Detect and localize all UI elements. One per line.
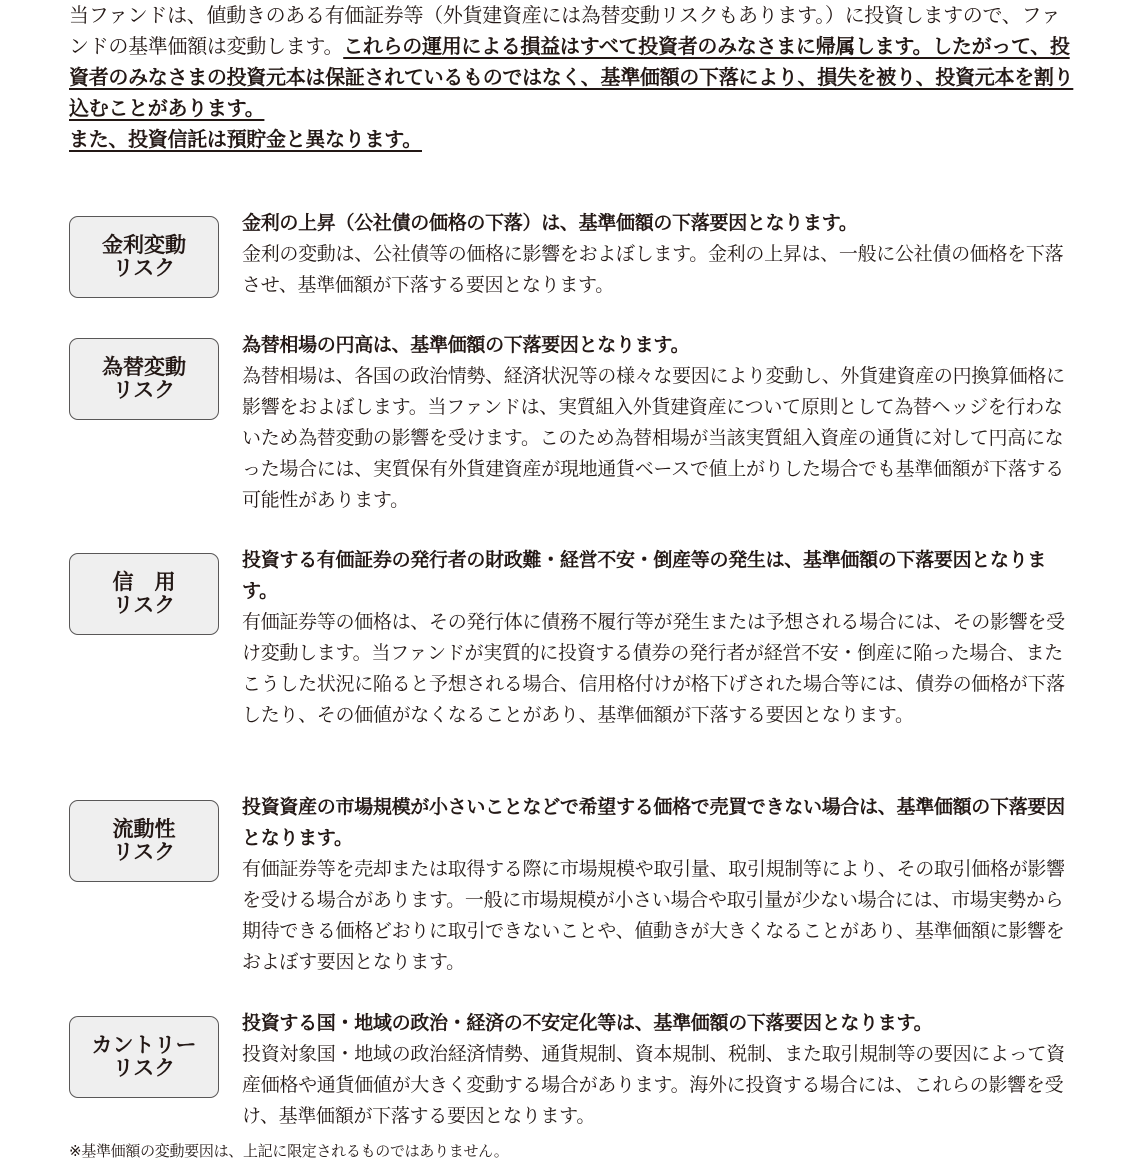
risk-description: 為替相場は、各国の政治情勢、経済状況等の様々な要因により変動し、外貨建資産の円換算価格に影響をおよぼします。当ファンドは、実質組入外貨建資産について原則として為替ヘッジを行わないため為替変動の影響を受けます。このため為替相場が当該実質組入資産の通貨に対して円高になった場合には、実質保有外貨建資産が現地通貨ベースで値上がりした場合でも基準価額が下落する可能性があります。: [242, 365, 1065, 511]
risk-label-line1: 流動性: [112, 817, 176, 841]
risk-label-line2: リスク: [112, 593, 176, 617]
footnote: ※基準価額の変動要因は、上記に限定されるものではありません。: [69, 1142, 509, 1160]
intro-text: [69, 0, 1079, 124]
risk-body-currency: [242, 330, 1072, 516]
risk-body-credit: [242, 545, 1072, 731]
risk-description: 投資対象国・地域の政治経済情勢、通貨規制、資本規制、税制、また取引規制等の要因によって資産価格や通貨価値が大きく変動する場合があります。海外に投資する場合には、これらの影響を受け、基準価額が下落する要因となります。: [242, 1043, 1065, 1127]
risk-heading: 投資する有価証券の発行者の財政難・経営不安・倒産等の発生は、基準価額の下落要因となります。: [242, 549, 1047, 602]
risk-label-liquidity: [69, 800, 219, 882]
risk-label-credit: [69, 553, 219, 635]
risk-label-line2: リスク: [112, 256, 176, 280]
risk-description: 金利の変動は、公社債等の価格に影響をおよぼします。金利の上昇は、一般に公社債の価格を下落させ、基準価額が下落する要因となります。: [242, 243, 1064, 296]
risk-label-line2: リスク: [112, 840, 176, 864]
risk-label-line2: リスク: [112, 1056, 176, 1080]
risk-label-line1: カントリー: [91, 1033, 197, 1057]
risk-label-line1: 為替変動: [102, 355, 186, 379]
risk-label-line1: 信 用: [112, 570, 176, 594]
risk-label-line1: 金利変動: [102, 233, 186, 257]
intro-paragraph: [69, 0, 1079, 155]
risk-label-line2: リスク: [112, 378, 176, 402]
risk-label-country: [69, 1016, 219, 1098]
risk-heading: 投資資産の市場規模が小さいことなどで希望する価格で売買できない場合は、基準価額の下落要因となります。: [242, 796, 1065, 849]
risk-label-interest-rate: [69, 216, 219, 298]
intro-deposit-text: また、投資信託は預貯金と異なります。: [69, 127, 422, 151]
risk-body-country: [242, 1008, 1072, 1132]
risk-heading: 為替相場の円高は、基準価額の下落要因となります。: [242, 334, 690, 356]
risk-description: 有価証券等の価格は、その発行体に債務不履行等が発生または予想される場合には、その影響を受け変動します。当ファンドが実質的に投資する債券の発行者が経営不安・倒産に陥った場合、またこうした状況に陥ると予想される場合、信用格付けが格下げされた場合等には、債券の価格が下落したり、その価値がなくなることがあり、基準価額が下落する要因となります。: [242, 611, 1065, 726]
intro-underlined-text: これらの運用による損益はすべて投資者のみなさまに帰属します。したがって、投資者のみなさまの投資元本は保証されているものではなく、基準価額の下落により、損失を被り、投資元本を割り込むことがあります。: [69, 34, 1074, 120]
risk-heading: 投資する国・地域の政治・経済の不安定化等は、基準価額の下落要因となります。: [242, 1012, 933, 1034]
risk-heading: 金利の上昇（公社債の価格の下落）は、基準価額の下落要因となります。: [242, 212, 858, 234]
intro-plain-text: 当ファンドは、値動きのある有価証券等（外貨建資産には為替変動リスクもあります。）に投資しますので、ファンドの基準価額は変動します。: [69, 3, 1061, 58]
intro-deposit-note: [69, 124, 1079, 155]
risk-body-interest-rate: [242, 208, 1072, 301]
risk-body-liquidity: [242, 792, 1072, 978]
risk-description: 有価証券等を売却または取得する際に市場規模や取引量、取引規制等により、その取引価格が影響を受ける場合があります。一般に市場規模が小さい場合や取引量が少ない場合には、市場実勢から期待できる価格どおりに取引できないことや、値動きが大きくなることがあり、基準価額に影響をおよぼす要因となります。: [242, 858, 1065, 973]
risk-label-currency: [69, 338, 219, 420]
